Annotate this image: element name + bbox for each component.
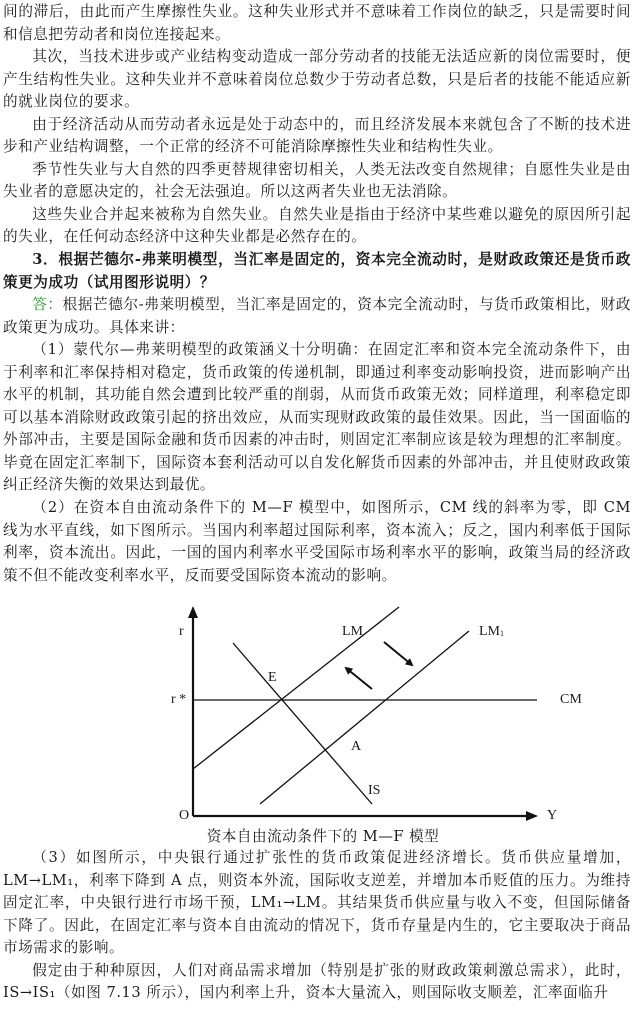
paragraph-seasonal-voluntary: 季节性失业与大自然的四季更替规律密切相关，人类无法改变自然规律；自愿性失业是由失业者的意愿决定的，社会无法强迫。所以这两者失业也无法消除。 — [3, 160, 631, 201]
is-curve — [233, 643, 372, 804]
answer-label: 答： — [32, 296, 63, 314]
figure-caption: 资本自由流动条件下的 M—F 模型 — [206, 828, 440, 845]
lm-label: LM — [342, 624, 363, 639]
question-heading — [3, 249, 631, 294]
document-body-top — [3, 1, 631, 587]
question-number: 3． — [32, 251, 59, 269]
paragraph-dynamic-economy: 由于经济活动从而劳动者永远是处于动态中的，而且经济发展本来就包含了不断的技术进步和产业结构调整，一个正常的经济不可能消除摩擦性失业和结构性失业。 — [3, 115, 631, 156]
point-1-paragraph: （1）蒙代尔—弗莱明模型的政策涵义十分明确：在固定汇率和资本完全流动条件下，由于利率和汇率保持相对稳定，货币政策的传递机制，即通过利率变动影响投资，进而影响产出水平的机制，其功能自然会遭到比较严重的削弱，从而货币政策无效；同样道理，利率稳定即可以基本消除财政政策引起的挤出效应，从而实现财政政策的最佳效果。因此，当一国面临的外部冲击，主要是国际金融和货币因素的冲击时，则固定汇率制应该是较为理想的汇率制度。毕竟在固定汇率制下，国际资本套利活动可以自发化解货币因素的外部冲击，并且使财政政策纠正经济失衡的效果达到最优。 — [3, 341, 631, 494]
y-axis-label: r — [179, 624, 184, 639]
paragraph-frictional-unemployment: 间的滞后，由此而产生摩擦性失业。这种失业形式并不意味着工作岗位的缺乏，只是需要时间和信息把劳动者和岗位连接起来。 — [3, 3, 631, 43]
lm1-curve — [260, 631, 469, 804]
x-axis-label: Y — [547, 808, 558, 823]
mf-model-figure — [0, 597, 636, 842]
r-star-label: r * — [171, 692, 187, 707]
paragraph-natural-unemployment: 这些失业合并起来被称为自然失业。自然失业是指由于经济中某些难以避免的原因所引起的失业，在任何动态经济中这种失业都是必然存在的。 — [3, 205, 631, 246]
point-a-label: A — [351, 739, 362, 754]
lm1-label-subscript: 1 — [500, 629, 504, 638]
lm-curve — [193, 607, 399, 769]
document-body-bottom — [3, 847, 631, 1005]
point-e-label: E — [268, 670, 277, 685]
is-label: IS — [368, 783, 381, 798]
paragraph-structural-unemployment: 其次，当技术进步或产业结构变动造成一部分劳动者的技能无法适应新的岗位需要时，便产生结构性失业。这种失业并不意味着岗位总数少于劳动者总数，只是后者的技能不能适应新的就业岗位的要求。 — [3, 48, 631, 111]
cm-label: CM — [560, 692, 582, 707]
lm1-label-base: LM — [479, 624, 500, 639]
mf-model-diagram — [0, 597, 636, 842]
y-axis-arrowhead — [188, 606, 198, 618]
lm1-label — [479, 625, 504, 639]
answer-text: 根据芒德尔-弗莱明模型，当汇率是固定的，资本完全流动时，与货币政策相比，财政政策更为成功。具体来讲： — [3, 296, 631, 336]
shift-arrow-up-left — [346, 668, 372, 689]
answer-paragraph — [3, 294, 631, 339]
shift-arrow-down-right — [384, 642, 412, 665]
point-4-paragraph: 假定由于种种原因，人们对商品需求增加（特别是扩张的财政政策刺激总需求），此时，IS→IS₁（如图 7.13 所示），国内利率上升，资本大量流入，则国际收支顺差，汇率面临升 — [3, 961, 631, 1002]
point-3-paragraph: （3）如图所示，中央银行通过扩张性的货币政策促进经济增长。货币供应量增加，LM→LM₁，利率下降到 A 点，则资本外流，国际收支逆差，并增加本币贬值的压力。为维持固定汇率，中央银行进行市场干预，LM₁→LM。其结果货币供应量与收入不变，但国际储备下降了。因此，在固定汇率与资本自由流动的情况下，货币存量是内生的，它主要取决于商品市场需求的影响。 — [3, 849, 631, 957]
question-text: 根据芒德尔-弗莱明模型，当汇率是固定的，资本完全流动时，是财政政策还是货币政策更为成功（试用图形说明）？ — [3, 251, 631, 291]
point-2-paragraph: （2）在资本自由流动条件下的 M—F 模型中，如图所示，CM 线的斜率为零，即 CM 线为水平直线，如下图所示。当国内利率超过国际利率，资本流入；反之，国内利率低于国际利率，资本流出。因此，一国的国内利率水平受国际市场利率水平的影响，政策当局的经济政策不但不能改变利率水平，反而要受国际资本流动的影响。 — [3, 499, 631, 584]
x-axis-arrowhead — [526, 811, 538, 821]
origin-label: O — [179, 808, 190, 823]
